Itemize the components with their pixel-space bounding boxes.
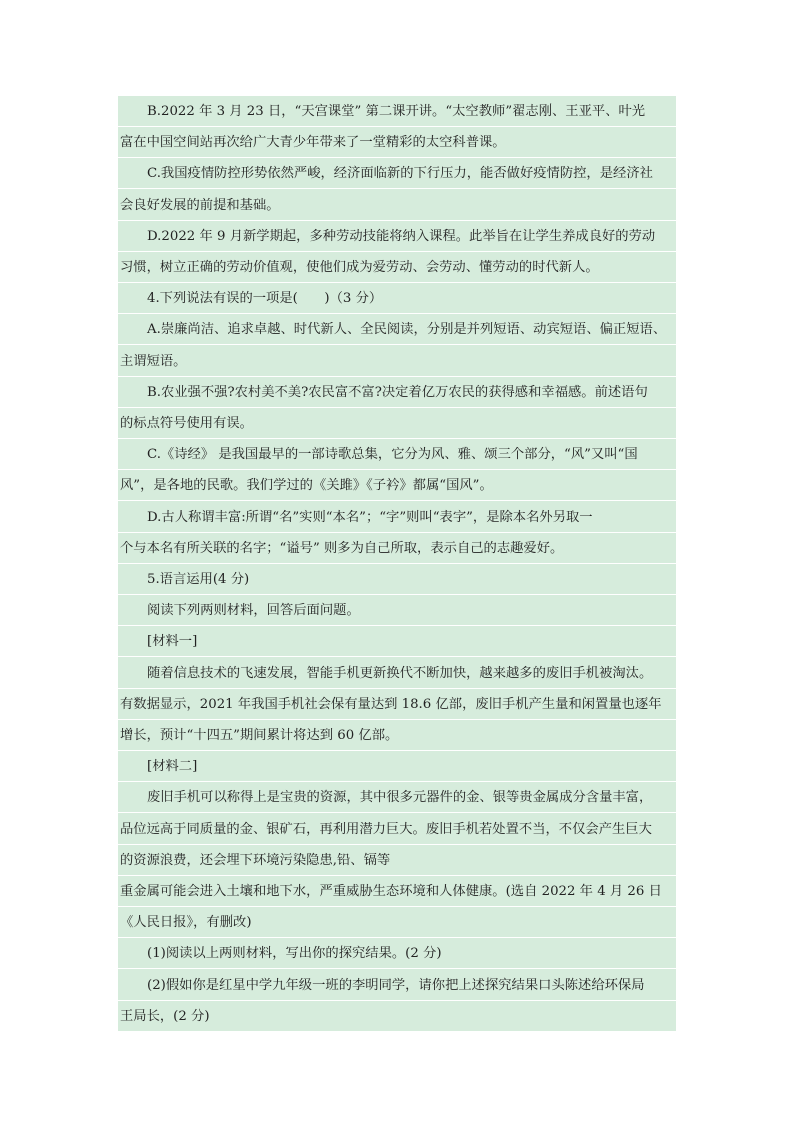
text-line: 4.下列说法有误的一项是( )（3 分） bbox=[118, 283, 676, 314]
text-line: C.我国疫情防控形势依然严峻，经济面临新的下行压力，能否做好疫情防控，是经济社 bbox=[118, 158, 676, 189]
text-line: 主谓短语。 bbox=[118, 346, 676, 377]
text-line: 个与本名有所关联的名字；“谥号” 则多为自己所取，表示自己的志趣爱好。 bbox=[118, 533, 676, 564]
text-line: 增长，预计“十四五”期间累计将达到 60 亿部。 bbox=[118, 720, 676, 751]
text-line: (1)阅读以上两则材料，写出你的探究结果。(2 分) bbox=[118, 938, 676, 969]
text-line: 有数据显示，2021 年我国手机社会保有量达到 18.6 亿部，废旧手机产生量和闲置量也逐年 bbox=[118, 689, 676, 720]
text-line: 富在中国空间站再次给广大青少年带来了一堂精彩的太空科普课。 bbox=[118, 127, 676, 158]
document-text-panel bbox=[118, 96, 676, 1032]
text-line: B.2022 年 3 月 23 日，“天宫课堂” 第二课开讲。“太空教师”翟志刚、王亚平、叶光 bbox=[118, 96, 676, 127]
text-line: 王局长，(2 分) bbox=[118, 1001, 676, 1032]
text-line: D.2022 年 9 月新学期起，多种劳动技能将纳入课程。此举旨在让学生养成良好的劳动 bbox=[118, 221, 676, 252]
text-line: A.崇廉尚洁、追求卓越、时代新人、全民阅读，分别是并列短语、动宾短语、偏正短语、 bbox=[118, 314, 676, 345]
text-line: 随着信息技术的飞速发展，智能手机更新换代不断加快，越来越多的废旧手机被淘汰。 bbox=[118, 658, 676, 689]
text-line: 5.语言运用(4 分) bbox=[118, 564, 676, 595]
text-line: 废旧手机可以称得上是宝贵的资源，其中很多元器件的金、银等贵金属成分含量丰富， bbox=[118, 782, 676, 813]
text-line: B.农业强不强?农村美不美?农民富不富?决定着亿万农民的获得感和幸福感。前述语句 bbox=[118, 377, 676, 408]
text-line: C.《诗经》 是我国最早的一部诗歌总集，它分为风、雅、颂三个部分，“风”又叫“国 bbox=[118, 439, 676, 470]
text-line: 阅读下列两则材料，回答后面问题。 bbox=[118, 595, 676, 626]
text-line: [材料一] bbox=[118, 626, 676, 657]
text-line: 《人民日报》，有删改) bbox=[118, 907, 676, 938]
text-line: D.古人称谓丰富:所谓“名”实则“本名”；“字”则叫“表字”，是除本名外另取一 bbox=[118, 502, 676, 533]
text-line: 品位远高于同质量的金、银矿石，再利用潜力巨大。废旧手机若处置不当，不仅会产生巨大 bbox=[118, 814, 676, 845]
text-line: 习惯，树立正确的劳动价值观，使他们成为爱劳动、会劳动、懂劳动的时代新人。 bbox=[118, 252, 676, 283]
text-line: (2)假如你是红星中学九年级一班的李明同学，请你把上述探究结果口头陈述给环保局 bbox=[118, 970, 676, 1001]
text-line: 的标点符号使用有误。 bbox=[118, 408, 676, 439]
text-line: 重金属可能会进入土壤和地下水，严重威胁生态环境和人体健康。(选自 2022 年 4 月 26 日 bbox=[118, 876, 676, 907]
text-line: 风”，是各地的民歌。我们学过的《关雎》《子衿》都属“国风”。 bbox=[118, 470, 676, 501]
text-line: 的资源浪费，还会埋下环境污染隐患,铅、镉等 bbox=[118, 845, 676, 876]
text-line: [材料二] bbox=[118, 751, 676, 782]
text-line: 会良好发展的前提和基础。 bbox=[118, 190, 676, 221]
